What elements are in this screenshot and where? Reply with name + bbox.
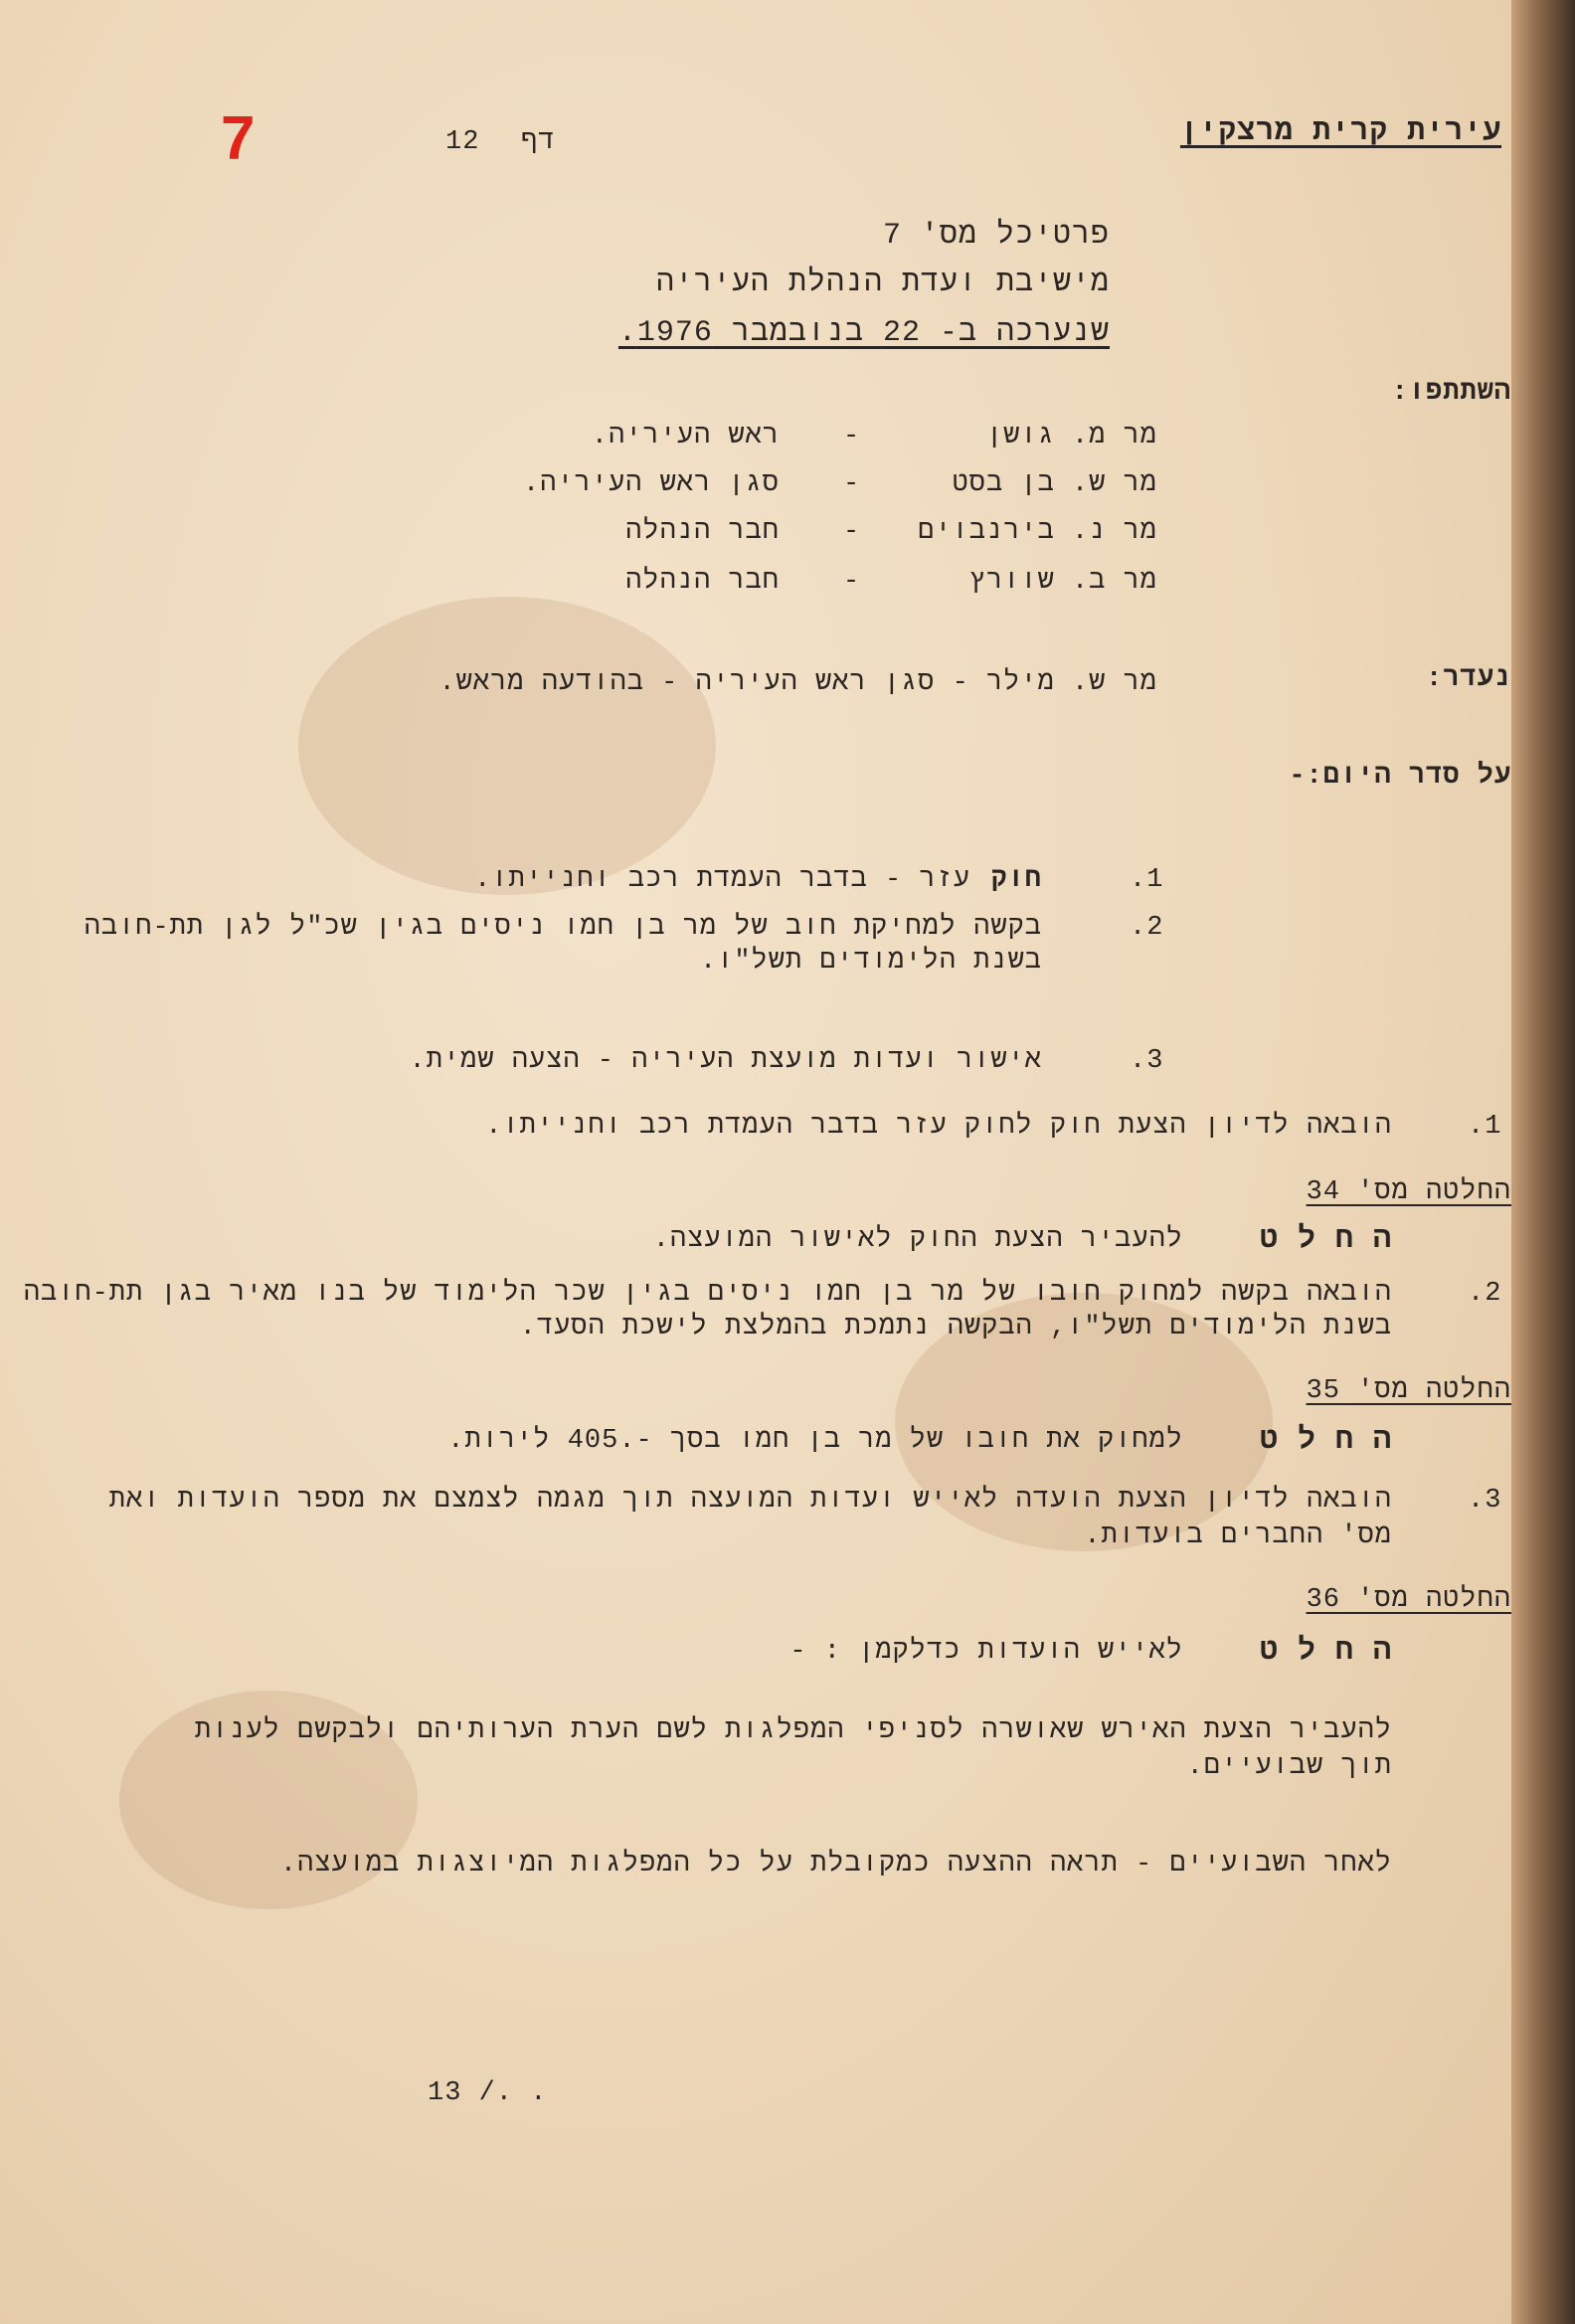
absent-text: מר ש. מילר - סגן ראש העיריה - בהודעה מראש. (438, 668, 1157, 698)
closing-final-line: לאחר השבועיים - תראה ההצעה כמקובלת על כל המפלגות המיוצגות במועצה. (279, 1850, 1392, 1879)
resolution-label: החלטה מס' 34 (1306, 1177, 1511, 1207)
section-number: .2 (1468, 1279, 1502, 1309)
resolution-label: החלטה מס' 36 (1306, 1585, 1511, 1615)
continuation-marker: 13 /. . (428, 2078, 548, 2108)
section-number: .3 (1468, 1486, 1502, 1516)
closing-paragraph-cont: תוך שבועיים. (1186, 1752, 1392, 1782)
agenda-item-keyword: חוק (990, 865, 1042, 895)
participant-dash: - (843, 567, 861, 597)
section-number: .1 (1468, 1112, 1502, 1142)
page-label: דף (521, 127, 556, 157)
participant-role: חבר הנהלה (625, 517, 780, 547)
participant-role: חבר הנהלה (625, 567, 780, 597)
participant-role: ראש העיריה. (591, 422, 780, 451)
decided-label: ה ח ל ט (1259, 1635, 1392, 1669)
agenda-label: על סדר היום:- (1289, 762, 1511, 792)
section-text: הובאה לדיון הצעת חוק לחוק עזר בדבר העמדת רכב וחנייתו. (485, 1112, 1392, 1142)
page-number: 12 (445, 127, 480, 157)
decision-text: למחוק את חובו של מר בן חמו בסך -.405 לירות. (447, 1426, 1183, 1456)
closing-paragraph: להעביר הצעת האירש שאושרה לסניפי המפלגות לשם הערת הערותיהם ולבקשם לענות (194, 1716, 1392, 1746)
participant-name: מר מ. גושן (985, 422, 1157, 451)
absent-label: נעדר: (1425, 664, 1511, 694)
section-text: הובאה לדיון הצעת הועדה לאייש ועדות המועצה תוך מגמה לצמצם את מספר הועדות ואת (108, 1486, 1392, 1516)
agenda-item-number: .2 (1130, 913, 1164, 943)
decided-label: ה ח ל ט (1259, 1223, 1392, 1257)
agenda-item-text: אישור ועדות מועצת העיריה - הצעה שמית. (409, 1046, 1042, 1076)
participants-label: השתתפו: (1391, 378, 1511, 408)
decision-text: להעביר הצעת החוק לאישור המועצה. (652, 1225, 1183, 1255)
participant-dash: - (843, 517, 861, 547)
agenda-item-number: .1 (1130, 865, 1164, 895)
decision-text: לאייש הועדות כדלקמן : - (789, 1637, 1183, 1667)
municipality-name: עירית קרית מרצקין (1179, 115, 1501, 149)
section-text: הובאה בקשה למחוק חובו של מר בן חמו ניסים בגין שכר הלימוד של בנו מאיר בגן תת-חובה (23, 1279, 1392, 1309)
participant-name: מר נ. בירנבוים (918, 517, 1157, 547)
binding-edge (1511, 0, 1575, 2324)
page-badge: 7 (221, 104, 256, 173)
resolution-label: החלטה מס' 35 (1306, 1376, 1511, 1406)
section-text-cont: בשנת הלימודים תשל"ו, הבקשה נתמכת בהמלצת לישכת הסעד. (519, 1313, 1392, 1342)
decided-label: ה ח ל ט (1259, 1424, 1392, 1458)
participant-name: מר ש. בן בסט (952, 469, 1157, 499)
protocol-title: פרטיכל מס' 7 (882, 219, 1110, 253)
participant-dash: - (843, 422, 861, 451)
agenda-item-text: עזר - בדבר העמדת רכב וחנייתו. (474, 865, 970, 895)
meeting-date: שנערכה ב- 22 בנובמבר 1976. (617, 316, 1110, 350)
participant-dash: - (843, 469, 861, 499)
section-text-cont: מס' החברים בועדות. (1084, 1521, 1392, 1551)
participant-role: סגן ראש העיריה. (522, 469, 780, 499)
agenda-item-text-cont: בשנת הלימודים תשל"ו. (699, 947, 1042, 977)
agenda-item-number: .3 (1130, 1046, 1164, 1076)
meeting-title: מישיבת ועדת הנהלת העיריה (655, 267, 1110, 300)
agenda-item-text: בקשה למחיקת חוב של מר בן חמו ניסים בגין שכ"ל לגן תת-חובה (84, 913, 1042, 943)
participant-name: מר ב. שוורץ (968, 567, 1157, 597)
